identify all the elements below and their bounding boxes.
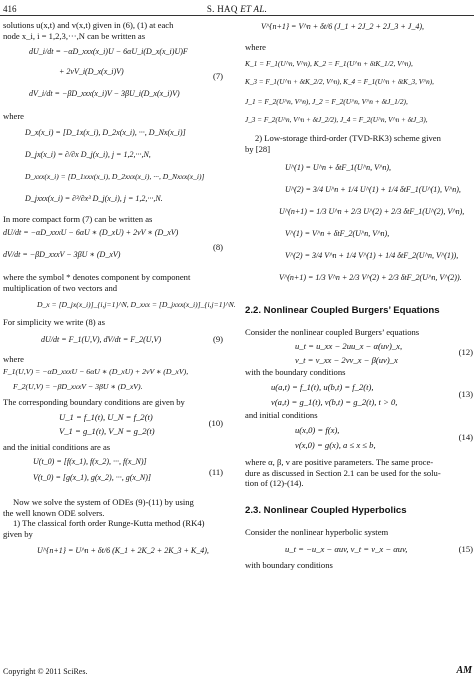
tvd-step-2: U^(2) = 3/4 U^n + 1/4 U^(1) + 1/4 δtF_1(U^(1), V^n), bbox=[285, 184, 461, 194]
where-2: where bbox=[3, 354, 24, 365]
equation-8b: dV/dt = −βD_xxxV − 3βU ∗ (D_xV) bbox=[3, 250, 121, 260]
tvd-step-6: V^(n+1) = 1/3 V^n + 2/3 V^(2) + 2/3 δtF_2(U^n, V^(2)). bbox=[279, 272, 462, 282]
tvd-step-3: U^(n+1) = 1/3 U^n + 2/3 U^(2) + 2/3 δtF_1(U^(2), V^n), bbox=[279, 206, 465, 216]
running-title bbox=[0, 4, 474, 15]
section-2-2-title: 2.2. Nonlinear Coupled Burgers’ Equations bbox=[245, 304, 440, 316]
burgers-equation-1: u_t = u_xx − 2uu_x − α(uv)_x, bbox=[295, 341, 403, 352]
equation-number-7: (7) bbox=[212, 71, 223, 82]
f1-definition: F_1(U,V) = −αD_xxxU − 6αU ∗ (D_xU) + 2vV ∗ (D_xV), bbox=[3, 366, 189, 376]
equation-number-8: (8) bbox=[212, 242, 223, 253]
equation-7 bbox=[3, 47, 225, 107]
equation-7a: dU_i/dt = −αD_xxx(x_i)U − 6αU_i(D_x(x_i)U)F bbox=[29, 47, 188, 57]
equation-number-9: (9) bbox=[212, 334, 223, 345]
equation-13 bbox=[245, 382, 474, 410]
equation-7b: dV_i/dt = −βD_xxx(x_i)V − 3βU_i(D_x(x_i)V) bbox=[29, 89, 180, 99]
d-matrix-definition: D_x = [D_jx(x_i)]_{i,j=1}^N, D_xxx = [D_jxxx(x_i)]_{i,j=1}^N. bbox=[37, 299, 236, 309]
j12-definition: J_1 = F_2(U^n, V^n), J_2 = F_2(U^n, V^n + δtJ_1/2), bbox=[245, 96, 408, 106]
right-column bbox=[245, 20, 474, 571]
equation-15 bbox=[245, 544, 474, 556]
running-title-author: S. HAQ bbox=[206, 4, 238, 14]
bc2-line-2: v(a,t) = g_1(t), v(b,t) = g_2(t), t > 0, bbox=[271, 396, 398, 407]
tvd-step-1: U^(1) = U^n + δtF_1(U^n, V^n), bbox=[285, 162, 391, 172]
hyperbolic-equation: u_t = −u_x − αuv, v_t = v_x − αuv, bbox=[285, 543, 408, 554]
hyperbolic-intro-text: Consider the nonlinear hyperbolic system bbox=[245, 527, 389, 538]
ic-line-1: U(t_0) = [f(x_1), f(x_2), ···, f(x_N)] bbox=[33, 456, 147, 466]
header-rule bbox=[0, 15, 474, 16]
burgers-intro-text: Consider the nonlinear coupled Burgers’ equations bbox=[245, 326, 420, 337]
equation-11 bbox=[3, 457, 225, 489]
where-3: where bbox=[245, 42, 266, 52]
compact-form-text: In more compact form (7) can be written as bbox=[3, 213, 153, 224]
k12-definition: K_1 = F_1(U^n, V^n), K_2 = F_1(U^n + δtK_1/2, V^n), bbox=[245, 58, 413, 68]
copyright: Copyright © 2011 SciRes. bbox=[3, 667, 88, 676]
ic2-line-1: u(x,0) = f(x), bbox=[295, 424, 340, 435]
tvd-text-2: by [28] bbox=[245, 143, 271, 154]
equation-9-body: dU/dt = F_1(U,V), dV/dt = F_2(U,V) bbox=[41, 335, 162, 345]
parameters-text-2: dure as discussed in Section 2.1 can be used for the solu- bbox=[245, 467, 441, 478]
where-1: where bbox=[3, 111, 24, 122]
ic2-line-2: v(x,0) = g(x), a ≤ x ≤ b, bbox=[295, 439, 376, 450]
rk4-text-2: given by bbox=[3, 528, 33, 539]
initial-conditions-text: and the initial conditions are as bbox=[3, 442, 111, 453]
rk4-u-equation: U^{n+1} = U^n + δt/6 (K_1 + 2K_2 + 2K_3 + K_4), bbox=[37, 545, 209, 555]
equation-14 bbox=[245, 425, 474, 453]
solve-text-1: Now we solve the system of ODEs (9)-(11) by using bbox=[13, 496, 194, 507]
equation-12 bbox=[245, 341, 474, 367]
equation-number-12: (12) bbox=[458, 347, 473, 358]
intro-line-2: node x_i, i = 1,2,3,···,N can be written as bbox=[3, 30, 146, 41]
equation-8a: dU/dt = −αD_xxxU − 6αU ∗ (D_xU) + 2vV ∗ (D_xV) bbox=[3, 228, 179, 238]
intro-line-1: solutions u(x,t) and v(x,t) given in (6), (1) at each bbox=[3, 20, 174, 30]
bc-line-2: V_1 = g_1(t), V_N = g_2(t) bbox=[59, 425, 155, 436]
equation-10 bbox=[3, 412, 225, 438]
equation-8 bbox=[3, 228, 225, 270]
rk4-text-1: 1) The classical forth order Runge-Kutta method (RK4) bbox=[13, 518, 205, 529]
parameters-text-1: where α, β, v are positive parameters. The same proce- bbox=[245, 456, 434, 467]
dxxx-definition: D_xxx(x_i) = [D_1xxx(x_i), D_2xxx(x_i), ···, D_Nxxx(x_i)] bbox=[25, 172, 205, 182]
bc2-line-1: u(a,t) = f_1(t), u(b,t) = f_2(t), bbox=[271, 382, 374, 393]
boundary-conditions-2-text: with the boundary conditions bbox=[245, 367, 346, 378]
f2-definition: F_2(U,V) = −βD_xxxV − 3βU ∗ (D_xV). bbox=[13, 381, 143, 391]
equation-number-10: (10) bbox=[208, 418, 223, 429]
page-number: 416 bbox=[3, 4, 17, 14]
symbol-text-1: where the symbol * denotes component by component bbox=[3, 272, 191, 283]
rk4-v-equation: V^{n+1} = V^n + δt/6 (J_1 + 2J_2 + 2J_3 + J_4), bbox=[261, 22, 425, 31]
equation-number-11: (11) bbox=[209, 466, 223, 477]
initial-conditions-2-text: and initial conditions bbox=[245, 410, 318, 421]
dx-definition: D_x(x_i) = [D_1x(x_i), D_2x(x_i), ···, D_Nx(x_i)] bbox=[25, 128, 186, 138]
djxxx-definition: D_jxxx(x_i) = ∂³/∂x³ D_j(x_i), j = 1,2,···,N. bbox=[25, 193, 163, 203]
tvd-step-4: V^(1) = V^n + δtF_2(U^n, V^n), bbox=[285, 228, 390, 238]
boundary-conditions-text: The corresponding boundary conditions are given by bbox=[3, 397, 185, 408]
djx-definition: D_jx(x_i) = ∂/∂x D_j(x_i), j = 1,2,···,N, bbox=[25, 150, 151, 160]
boundary-conditions-3-text: with boundary conditions bbox=[245, 559, 333, 570]
journal-abbreviation: AM bbox=[456, 664, 472, 676]
equation-number-15: (15) bbox=[458, 543, 473, 554]
simplicity-text: For simplicity we write (8) as bbox=[3, 317, 105, 328]
equation-9 bbox=[3, 334, 225, 348]
solve-text-2: the well known ODE solvers. bbox=[3, 507, 105, 518]
parameters-text-3: tion of (12)-(14). bbox=[245, 478, 304, 489]
burgers-equation-2: v_t = v_xx − 2vv_x − β(uv)_x bbox=[295, 355, 398, 366]
left-column bbox=[3, 20, 236, 556]
running-title-etal: ET AL. bbox=[240, 4, 268, 14]
equation-number-13: (13) bbox=[458, 389, 473, 400]
tvd-step-5: V^(2) = 3/4 V^n + 1/4 V^(1) + 1/4 δtF_2(U^n, V^(1)), bbox=[285, 250, 459, 260]
k34-definition: K_3 = F_1(U^n + δtK_2/2, V^n), K_4 = F_1(U^n + δtK_3, V^n), bbox=[245, 77, 434, 86]
ic-line-2: V(t_0) = [g(x_1), g(x_2), ···, g(x_N)] bbox=[33, 472, 152, 482]
symbol-text-2: multiplication of two vectors and bbox=[3, 283, 118, 294]
tvd-text-1: 2) Low-storage third-order (TVD-RK3) scheme given bbox=[255, 133, 441, 144]
bc-line-1: U_1 = f_1(t), U_N = f_2(t) bbox=[59, 412, 153, 423]
section-2-3-title: 2.3. Nonlinear Coupled Hyperbolics bbox=[245, 505, 407, 517]
equation-number-14: (14) bbox=[458, 431, 473, 442]
j34-definition: J_3 = F_2(U^n, V^n + δtJ_2/2), J_4 = F_2(U^n, V^n + δtJ_3), bbox=[245, 116, 428, 125]
equation-7a-cont: + 2vV_i(D_x(x_i)V) bbox=[59, 67, 124, 77]
